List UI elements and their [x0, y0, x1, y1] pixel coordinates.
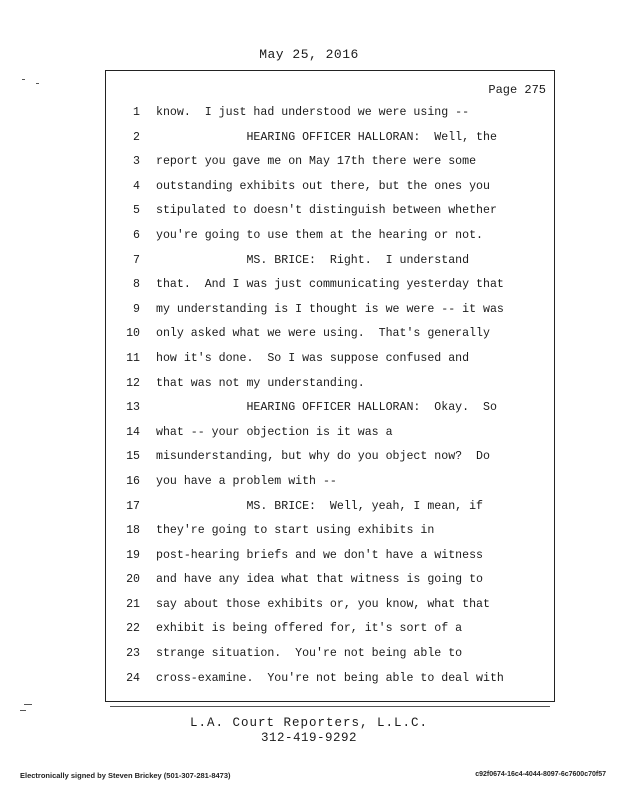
transcript-line	[108, 470, 548, 495]
line-number: 21	[126, 597, 140, 611]
line-number: 17	[126, 499, 140, 513]
line-text: MS. BRICE: Right. I understand	[156, 253, 470, 267]
transcript-line	[108, 519, 548, 544]
line-number: 14	[126, 425, 140, 439]
transcript-line	[108, 224, 548, 249]
court-reporter-name: L.A. Court Reporters, L.L.C.	[189, 716, 429, 730]
scan-speck	[20, 710, 26, 711]
line-text: outstanding exhibits out there, but the ones you	[156, 179, 490, 193]
line-text: cross-examine. You're not being able to deal with	[156, 671, 504, 685]
line-text: misunderstanding, but why do you object now? Do	[156, 450, 490, 464]
transcript-line	[108, 101, 548, 126]
transcript-line	[108, 445, 548, 470]
line-number: 6	[133, 228, 140, 242]
transcript-line	[108, 396, 548, 421]
transcript-line	[108, 150, 548, 175]
line-text: that was not my understanding.	[156, 376, 365, 390]
line-number: 24	[126, 671, 140, 685]
line-text: MS. BRICE: Well, yeah, I mean, if	[156, 499, 483, 513]
transcript-line	[108, 298, 548, 323]
transcript-line	[108, 593, 548, 618]
page-number: Page 275	[488, 83, 546, 97]
line-number: 18	[126, 524, 140, 538]
line-text: that. And I was just communicating yesterday that	[156, 278, 504, 292]
electronic-signature-note: Electronically signed by Steven Brickey (501-307-281-8473)	[20, 771, 231, 780]
transcript-line	[108, 126, 548, 151]
transcript-line	[108, 667, 548, 692]
line-number: 23	[126, 647, 140, 661]
line-number: 19	[126, 548, 140, 562]
transcript-line	[108, 372, 548, 397]
court-reporter-phone: 312-419-9292	[260, 731, 357, 745]
scan-speck	[24, 704, 32, 705]
line-number: 9	[133, 302, 140, 316]
transcript-line	[108, 273, 548, 298]
line-number: 13	[126, 401, 140, 415]
scan-speck	[22, 79, 25, 80]
transcript-line	[108, 495, 548, 520]
line-text: stipulated to doesn't distinguish between whether	[156, 204, 497, 218]
line-number: 20	[126, 573, 140, 587]
line-text: report you gave me on May 17th there were some	[156, 155, 477, 169]
line-number: 11	[126, 351, 140, 365]
line-number: 1	[133, 106, 140, 119]
transcript-line	[108, 421, 548, 446]
line-number: 8	[133, 278, 140, 292]
line-number: 15	[126, 450, 140, 464]
line-number: 3	[133, 155, 140, 169]
line-text: post-hearing briefs and we don't have a witness	[156, 548, 483, 562]
transcript-line	[108, 617, 548, 642]
line-text: say about those exhibits or, you know, what that	[156, 597, 490, 611]
line-text: know. I just had understood we were using --	[156, 106, 470, 119]
transcript-lines	[108, 101, 548, 691]
page-border-bottom-rule	[110, 706, 550, 707]
line-number: 7	[133, 253, 140, 267]
transcript-line	[108, 199, 548, 224]
line-number: 4	[133, 179, 140, 193]
transcript-line	[108, 249, 548, 274]
transcript-line	[108, 347, 548, 372]
transcript-line	[108, 322, 548, 347]
transcript-line	[108, 568, 548, 593]
document-hash: c92f0674-16c4-4044-8097-6c7600c70f57	[475, 771, 606, 778]
line-text: only asked what we were using. That's generally	[156, 327, 490, 341]
line-text: you have a problem with --	[156, 474, 337, 488]
line-number: 5	[133, 204, 140, 218]
line-text: my understanding is I thought is we were -- it was	[156, 302, 504, 316]
line-number: 16	[126, 474, 140, 488]
line-text: what -- your objection is it was a	[156, 425, 393, 439]
line-number: 2	[133, 130, 140, 144]
line-text: they're going to start using exhibits in	[156, 524, 435, 538]
line-number: 12	[126, 376, 140, 390]
line-number: 22	[126, 622, 140, 636]
line-text: HEARING OFFICER HALLORAN: Well, the	[156, 130, 497, 144]
line-number: 10	[126, 327, 140, 341]
scan-speck	[36, 83, 39, 84]
line-text: HEARING OFFICER HALLORAN: Okay. So	[156, 401, 497, 415]
line-text: you're going to use them at the hearing or not.	[156, 228, 483, 242]
transcript-line	[108, 544, 548, 569]
line-text: exhibit is being offered for, it's sort of a	[156, 622, 463, 636]
transcript-line	[108, 642, 548, 667]
line-text: and have any idea what that witness is going to	[156, 573, 483, 587]
line-text: how it's done. So I was suppose confused and	[156, 351, 470, 365]
transcript-line	[108, 175, 548, 200]
transcript-date: May 25, 2016	[259, 47, 359, 62]
line-text: strange situation. You're not being able to	[156, 647, 463, 661]
